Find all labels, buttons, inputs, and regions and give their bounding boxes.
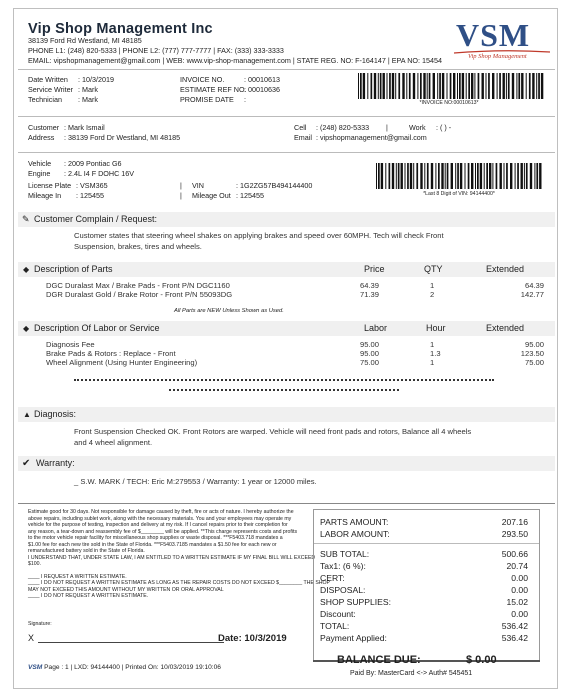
- diagnosis-text-2: and 4 wheel alignment.: [74, 438, 153, 447]
- vin-barcode: [374, 163, 544, 189]
- labor-col-labor: Labor: [364, 323, 388, 333]
- labor-hour: 1.3: [430, 349, 441, 358]
- email-label: Email: [294, 133, 312, 142]
- cell-value: : (248) 820-5333: [316, 123, 370, 132]
- vsm-logo: [452, 19, 552, 63]
- service-writer-value: : Mark: [78, 85, 98, 94]
- complaint-text-1: Customer states that steering wheel shakes on applying brakes and speed over 60MPH. Tech will check Front: [74, 231, 444, 240]
- signature-x: X: [28, 633, 35, 643]
- part-desc: DGC Duralast Max / Brake Pads - Front P/N DGC1160: [46, 281, 230, 290]
- disposal-value: 0.00: [511, 585, 528, 595]
- vin-barcode-caption: *Last 8 Digit of VIN: 94144400*: [423, 191, 495, 197]
- parts-amount-value: 207.16: [501, 517, 528, 527]
- mileage-out-value: : 125455: [236, 191, 264, 200]
- balance-due-value: $ 0.00: [466, 654, 497, 666]
- logo-tagline: Vip Shop Management: [468, 53, 527, 60]
- engine-value: : 2.4L I4 F DOHC 16V: [64, 169, 135, 178]
- diagnosis-header: [18, 407, 555, 422]
- signature-date: Date: 10/3/2019: [218, 633, 287, 644]
- estimate-option: ____ I REQUEST A WRITTEN ESTIMATE.: [28, 573, 127, 580]
- company-contact: EMAIL: vipshopmanagement@gmail.com | WEB: www.vip-shop-management.com | STATE REG. NO: F-164147 | EPA NO: 15454: [28, 56, 442, 65]
- date-written-value: : 10/3/2019: [78, 75, 114, 84]
- labor-amount-value: 293.50: [501, 529, 528, 539]
- total-value: 536.42: [501, 621, 528, 631]
- parts-col-extended: Extended: [486, 264, 525, 274]
- technician-label: Technician: [28, 95, 62, 104]
- terms-line: vehicle for the purpose of testing, inspection and delivery at my risk. If I cancel repairs prior to their completion for: [28, 522, 288, 528]
- parts-title: Description of Parts: [34, 264, 113, 274]
- warranty-title: Warranty:: [36, 458, 75, 468]
- promise-date-value: :: [244, 95, 246, 104]
- terms-line: to the motor vehicle repair facility for miscellaneous shop supplies or waste disposal. ***F5403.718 mandates a: [28, 535, 283, 541]
- labor-extended: 123.50: [520, 349, 544, 358]
- vin-label: VIN: [192, 181, 204, 190]
- estimate-option: ____ I DO NOT REQUEST A WRITTEN ESTIMATE.: [28, 593, 149, 599]
- part-price: 71.39: [360, 290, 380, 299]
- labor-col-extended: Extended: [486, 323, 525, 333]
- labor-desc: Diagnosis Fee: [46, 340, 95, 349]
- estimate-ref-value: : 00010636: [244, 85, 280, 94]
- warranty-text: _ S.W. MARK / TECH: Eric M:279553 / Warranty: 1 year or 12000 miles.: [74, 477, 317, 486]
- parts-header: [18, 262, 555, 277]
- labor-desc: Wheel Alignment (Using Hunter Engineering): [46, 358, 198, 367]
- terms-line: $1.00 fee for each new tire sold in the State of Florida. ***F5403.7185 mandates a $1.50 fee for each new or: [28, 541, 277, 548]
- labor-desc: Brake Pads & Rotors : Replace - Front: [46, 349, 176, 358]
- complaint-header: [18, 212, 555, 227]
- parts-col-price: Price: [364, 264, 385, 274]
- address-label: Address: [28, 133, 55, 142]
- part-extended: 142.77: [520, 290, 544, 299]
- customer-address: : 38139 Ford Dr Westland, MI 48185: [64, 133, 181, 142]
- separator-dots: [169, 389, 399, 391]
- signature-line[interactable]: [38, 642, 224, 643]
- company-address: 38139 Ford Rd Westland, MI 48185: [28, 36, 142, 45]
- invoice-barcode-caption: *INVOICE NO:00010613*: [419, 100, 479, 106]
- labor-amount-label: LABOR AMOUNT:: [320, 529, 390, 539]
- labor-hour: 1: [430, 358, 435, 367]
- part-desc: DGR Duralast Gold / Brake Rotor - Front P/N 55093DG: [46, 290, 233, 299]
- footer-logo: VSM: [28, 664, 43, 671]
- terms-line: $100.: [28, 561, 41, 567]
- terms-line: remanufactured battery sold in the State of Florida.: [28, 548, 145, 554]
- company-phones: PHONE L1: (248) 820-5333 | PHONE L2: (777) 777-7777 | FAX: (333) 333-3333: [28, 46, 284, 55]
- terms-line: above repairs, including sublet work, along with the necessary materials. You and your employees may operate my: [28, 515, 292, 522]
- labor-header: [18, 321, 555, 336]
- plate-value: : VSM365: [76, 181, 108, 190]
- company-name: Vip Shop Management Inc: [28, 21, 213, 37]
- separator-dots: [74, 379, 494, 381]
- cert-label: CERT:: [320, 573, 345, 583]
- part-qty: 2: [430, 290, 435, 299]
- labor-hour: 1: [430, 340, 435, 349]
- plate-label: License Plate: [28, 181, 72, 190]
- cert-value: 0.00: [511, 573, 528, 583]
- diamond-icon: ◆: [23, 265, 30, 274]
- totals-box: [313, 509, 540, 661]
- labor-rate: 95.00: [360, 349, 380, 358]
- warranty-header: [18, 456, 555, 471]
- discount-value: 0.00: [511, 609, 528, 619]
- vin-value: : 1G2ZG57B494144400: [236, 181, 313, 190]
- footer-text: Page : 1 | LXD: 94144400 | Printed On: 10/03/2019 19:10:06: [42, 664, 221, 671]
- shop-supplies-label: SHOP SUPPLIES:: [320, 597, 392, 607]
- terms-line: I UNDERSTAND THAT, UNDER STATE LAW, I AM ENTITLED TO A WRITTEN ESTIMATE IF MY FINAL BILL WILL EXCEED: [28, 554, 316, 561]
- shop-supplies-value: 15.02: [506, 597, 528, 607]
- footer-info: [28, 664, 221, 671]
- checkmark-icon: ✔: [22, 458, 31, 469]
- service-writer-label: Service Writer: [28, 85, 73, 94]
- invoice-no-label: INVOICE NO.: [180, 75, 225, 84]
- terms-block: [28, 509, 331, 600]
- invoice-barcode: [356, 73, 544, 99]
- pencil-icon: ✎: [22, 214, 30, 224]
- diagnosis-text-1: Front Suspension Checked OK. Front Rotors are warped. Vehicle will need front pads and rotors, Balance all 4 wheels: [74, 427, 472, 436]
- disposal-label: DISPOSAL:: [320, 585, 366, 595]
- triangle-icon: ▲: [23, 410, 31, 419]
- tax-value: 20.74: [506, 561, 528, 571]
- promise-date-label: PROMISE DATE: [180, 95, 234, 104]
- complaint-text-2: Suspension, brakes, tires and wheels.: [74, 242, 202, 251]
- part-extended: 64.39: [524, 281, 544, 290]
- email-value: : vipshopmanagement@gmail.com: [316, 133, 427, 142]
- payment-applied-label: Payment Applied:: [320, 633, 387, 643]
- tax-label: Tax1: (6 %):: [320, 561, 366, 571]
- labor-col-hour: Hour: [426, 323, 446, 333]
- work-label: Work: [409, 123, 426, 132]
- customer-name: : Mark Ismail: [64, 123, 105, 132]
- subtotal-value: 500.66: [501, 549, 528, 559]
- logo-text: VSM: [456, 17, 531, 53]
- terms-line: any reason, a tear-down and reassembly fee of $________ will be applied. **This charge represents costs and profits: [28, 528, 298, 535]
- date-written-label: Date Written: [28, 75, 68, 84]
- paid-by: Paid By: MasterCard <-> Auth# 545451: [350, 670, 473, 677]
- invoice-no-value: : 00010613: [244, 75, 280, 84]
- labor-extended: 95.00: [524, 340, 544, 349]
- signature-label: Signature:: [28, 621, 52, 627]
- labor-extended: 75.00: [524, 358, 544, 367]
- estimate-option: MAY NOT EXCEED THIS AMOUNT WITHOUT MY WRITTEN OR ORAL APPROVAL: [28, 586, 224, 593]
- part-price: 64.39: [360, 281, 380, 290]
- parts-note: All Parts are NEW Unless Shown as Used.: [174, 308, 284, 314]
- technician-value: : Mark: [78, 95, 98, 104]
- invoice-page: Vip Shop Management Inc 38139 Ford Rd Westland, MI 48185 PHONE L1: (248) 820-5333 | PHONE L2: (777) 777-7777 | FAX: (333) 333-3333 EMAIL: vipshopmanagement@gmail.com | WEB: www.vip-shop-management.com | STATE REG. NO: F-164147 | EPA NO: 15454 VSM Vip Shop Management Date Written : 10/3/2019 Service Writer : Mark Technician : Mark INVOICE NO. : 00010613 ESTIMATE REF NO. : 00010636 PROMISE DATE : *INVOICE NO:00010613* Customer : Mark Ismail Address : 38139 Ford Dr Westland, MI 48185 Cell : (248) 820-5333 | Work : ( ) - Email : vipshopmanagement@gmail.com Vehicle : 2009 Pontiac G6 Engine : 2.4L I4 F DOHC 16V License Plate : VSM365 Mileage In : 125455 | | VIN : 1G2ZG57B494144400 Mileage Out : 125455 *Last 8 Digit of VIN: 94144400* ✎ Customer Complain / Request: Customer states that steering wheel shakes on applying brakes and speed over 60MPH. Tech will check Front Suspension, brakes, tires and wheels. ◆ Description of Parts Price QTY Extended DGC Duralast Max / Brake Pads - Front P/N DGC1160 64.39 1 64.39 DGR Duralast Gold / Brake Rotor - Front P/N 55093DG 71.39 2 142.77 All Parts are NEW Unless Shown as Used. ◆ Description Of Labor or Service Labor Hour Extended Diagnosis Fee 95.00 1 95.00 Brake Pads & Rotors : Replace - Front 95.00 1.3 123.50 Wheel Alignment (Using Hunter Engineering) 75.00 1 75.00 ▲ Diagnosis: Front Suspension Checked OK. Front Rotors are warped. Vehicle will need front pads and rotors, Balance all 4 wheels and 4 wheel alignment. ✔ Warranty: _ S.W. MARK / TECH: Eric M:279553 / Warranty: 1 year or 12000 miles. Estimate good for 30 days. Not responsible for damage caused by theft, fire or acts of nature. I hereby authorize the above repairs, including sublet work, along with the necessary materials. You and your employees may operate my vehicle for the purpose of testing, inspection and delivery at my risk. If I cancel repairs prior to their completion for any reason, a tear-down and reassembly fee of $________ will be applied. **This charge represents costs and profits to the motor vehicle repair facility for miscellaneous shop supplies or waste disposal. ***F5403.718 mandates a $1.00 fee for each new tire sold in the State of Florida. ***F5403.7185 mandates a $1.50 fee for each new or remanufactured battery sold in the State of Florida. I UNDERSTAND THAT, UNDER STATE LAW, I AM ENTITLED TO A WRITTEN ESTIMATE IF MY FINAL BILL WILL EXCEED $100. ____ I REQUEST A WRITTEN ESTIMATE. ____ I DO NOT REQUEST A WRITTEN ESTIMATE AS LONG AS THE REPAIR COSTS DO NOT EXCEED $________ THE SHOP MAY NOT EXCEED THIS AMOUNT WITHOUT MY WRITTEN OR ORAL APPROVAL ____ I DO NOT REQUEST A WRITTEN ESTIMATE. Signature: X Date: 10/3/2019 PARTS AMOUNT: 207.16 LABOR AMOUNT: 293.50 SUB TOTAL: 500.66 Tax1: (6 %): 20.74 CERT: 0.00 DISPOSAL: 0.00 SHOP SUPPLIES: 15.02 Discount: 0.00 TOTAL: 536.42 Payment Applied: 536.42 BALANCE DUE: $ 0.00 Paid By: MasterCard <-> Auth# 545451 VSM Page : 1 | LXD: 94144400 | Printed On: 10/03/2019 19:10:06: [13, 8, 558, 689]
- labor-rate: 75.00: [360, 358, 380, 367]
- labor-rate: 95.00: [360, 340, 380, 349]
- balance-due-label: BALANCE DUE:: [337, 654, 421, 666]
- parts-col-qty: QTY: [424, 264, 443, 274]
- mileage-out-label: Mileage Out: [192, 191, 231, 200]
- terms-line: Estimate good for 30 days. Not responsible for damage caused by theft, fire or acts of nature. I hereby authorize the: [28, 509, 294, 515]
- engine-label: Engine: [28, 169, 51, 178]
- work-value: : ( ) -: [436, 123, 452, 132]
- complaint-title: Customer Complain / Request:: [34, 214, 158, 224]
- discount-label: Discount:: [320, 609, 356, 619]
- total-label: TOTAL:: [320, 621, 350, 631]
- part-qty: 1: [430, 281, 435, 290]
- mileage-in-label: Mileage In: [28, 191, 62, 200]
- customer-label: Customer: [28, 123, 60, 132]
- mileage-in-value: : 125455: [76, 191, 104, 200]
- vehicle-value: : 2009 Pontiac G6: [64, 159, 122, 168]
- labor-title: Description Of Labor or Service: [34, 323, 160, 333]
- parts-amount-label: PARTS AMOUNT:: [320, 517, 389, 527]
- diagnosis-title: Diagnosis:: [34, 409, 77, 419]
- cell-label: Cell: [294, 123, 307, 132]
- subtotal-label: SUB TOTAL:: [320, 549, 370, 559]
- vehicle-label: Vehicle: [28, 159, 52, 168]
- payment-applied-value: 536.42: [501, 633, 528, 643]
- logo-swoosh-icon: [452, 50, 552, 54]
- estimate-option: ____ I DO NOT REQUEST A WRITTEN ESTIMATE AS LONG AS THE REPAIR COSTS DO NOT EXCEED $________ THE SHOP: [28, 580, 331, 586]
- estimate-ref-label: ESTIMATE REF NO.: [180, 85, 247, 94]
- diamond-icon: ◆: [23, 324, 30, 333]
